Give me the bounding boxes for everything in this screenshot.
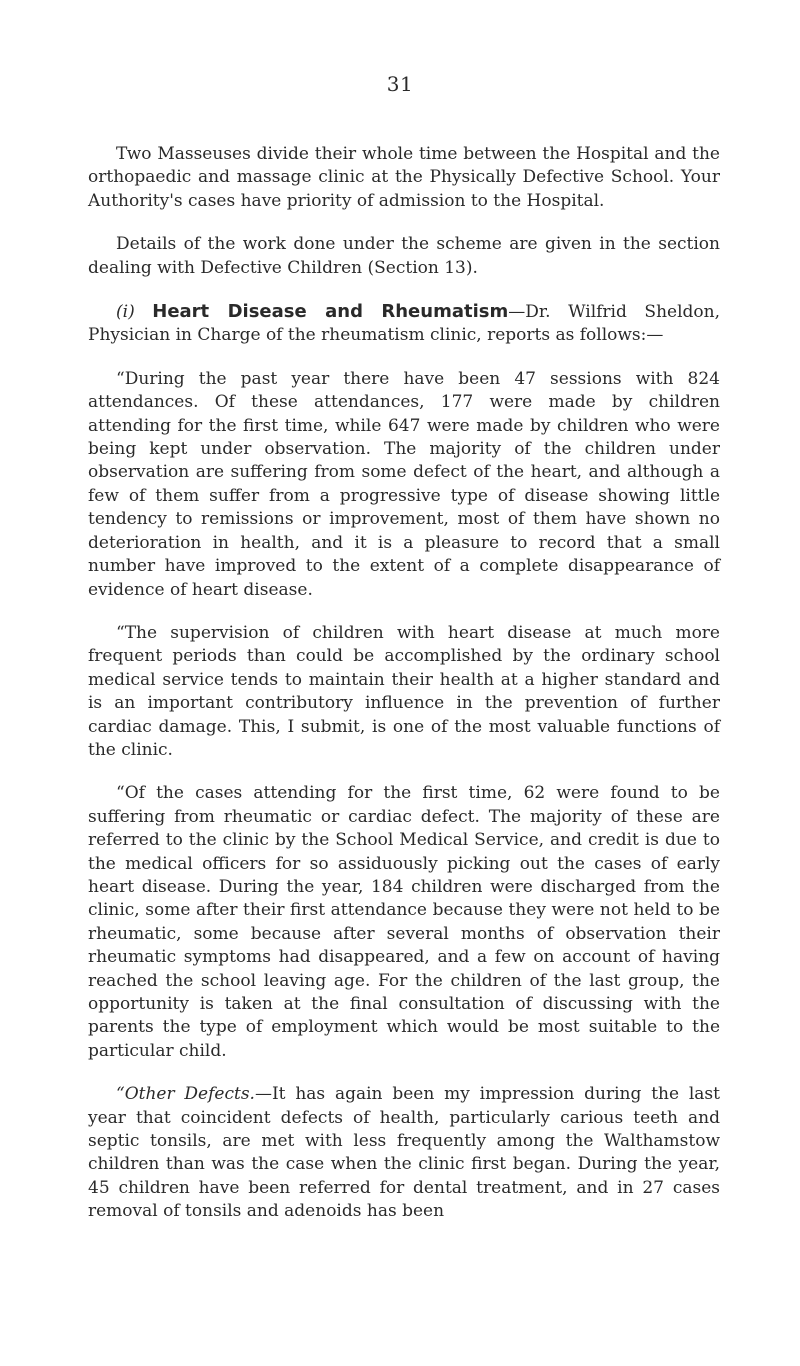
- section-heading: Heart Disease and Rheumatism: [152, 301, 509, 323]
- paragraph-supervision: “The supervision of children with heart disease at much more frequent periods than could be accomplished by the ordinary school medical service tends to maintain their health at a higher standard and is an important contributory influence in the prevention of further cardiac damage. This, I submit, is one of the most valuable functions of the clinic.: [88, 622, 720, 760]
- paragraph-other-defects: [88, 1083, 720, 1223]
- page-number: 31: [386, 72, 414, 96]
- paragraph-first-time-cases: “Of the cases attending for the first time, 62 were found to be suffering from rheumatic or cardiac defect. The majority of these are referred to the clinic by the School Medical Service, and credit is due to the medical officers for so assiduously picking out the cases of early heart disease. During the year, 184 children were discharged from the clinic, some after their first attendance because they were not held to be rheumatic, some because after several months of observation their rheumatic symptoms had disappeared, and a few on account of having reached the school leaving age. For the children of the last group, the opportunity is taken at the final consultation of discussing with the parents the type of employment which would be most suitable to the particular child.: [88, 783, 720, 1061]
- paragraph-sessions: “During the past year there have been 47 sessions with 824 attendances. Of these attendances, 177 were made by children attending for the first time, while 647 were made by children who were being kept under observation. The majority of the children under observation are suffering from some defect of the heart, and although a few of them suffer from a progressive type of disease showing little tendency to remissions or improvement, most of them have shown no deterioration in health, and it is a pleasure to record that a small number have improved to the extent of a complete disappearance of evidence of heart disease.: [88, 368, 720, 600]
- body-text: [88, 143, 720, 1224]
- section-marker: (i): [116, 302, 135, 323]
- paragraph-details: Details of the work done under the scheme are given in the section dealing with Defective Children (Section 13).: [88, 234, 720, 278]
- other-defects-text: —It has again been my impression during the last year that coincident defects of health, particularly carious teeth and septic tonsils, are met with less frequently among the Walthamstow children than was the case when the clinic first began. During the year, 45 children have been referred for dental treatment, and in 27 cases removal of tonsils and adenoids has been: [88, 1084, 720, 1222]
- other-defects-heading: “Other Defects.: [116, 1084, 255, 1105]
- section-intro-text: —Dr. Wilfrid Sheldon, Physician in Charge of the rheumatism clinic, reports as follows:—: [88, 302, 720, 346]
- paragraph-masseuses: Two Masseuses divide their whole time between the Hospital and the orthopaedic and massage clinic at the Physically Defective School. Your Authority's cases have priority of admission to the Hospital.: [88, 144, 720, 211]
- paragraph-heart-disease: [88, 300, 720, 348]
